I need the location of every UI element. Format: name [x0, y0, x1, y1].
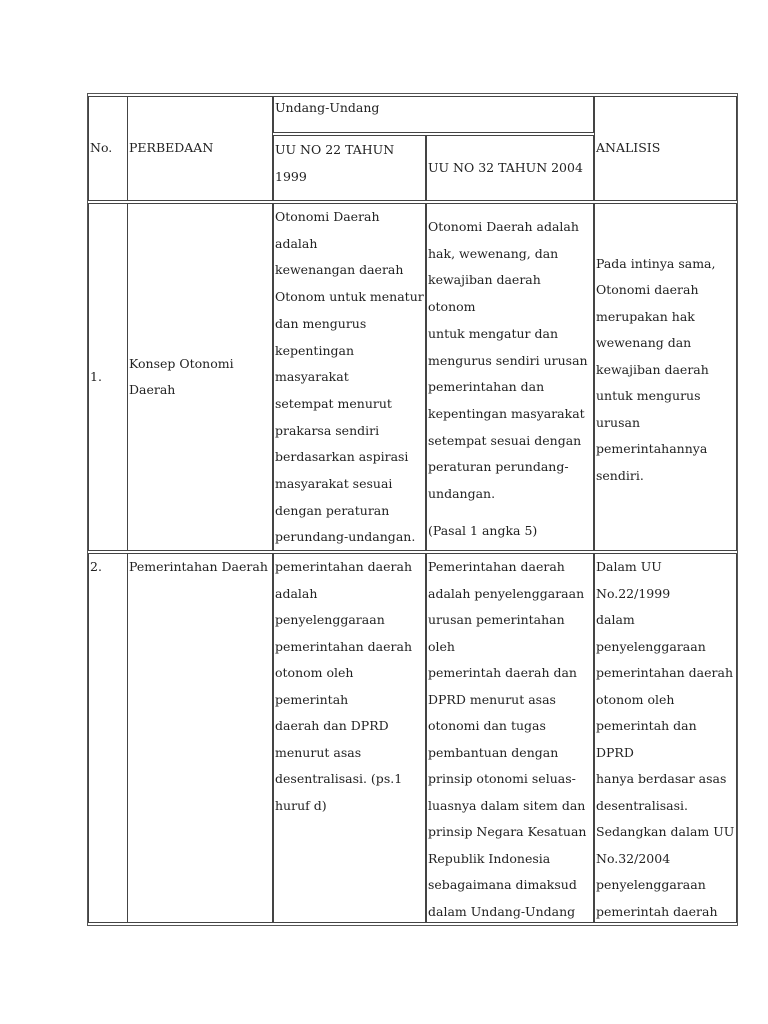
- row1-analisis: [594, 203, 737, 551]
- header-analisis-text: ANALISIS: [596, 140, 661, 156]
- header-uu32-text: UU NO 32 TAHUN 2004: [428, 159, 583, 175]
- row1-uu22: [273, 203, 426, 551]
- row2-perbedaan: [127, 553, 273, 923]
- row2-perbedaan-text: Pemerintahan Daerah: [129, 559, 268, 574]
- row1-uu22-text: Otonomi Daerah adalah kewenangan daerah Otonom untuk menatur dan mengurus kepentingan masyarakat setempat menurut prakarsa sendiri berdasarkan aspirasi masyarakat sesuai dengan peraturan perundang-undangan.: [275, 209, 424, 545]
- header-perbedaan: [127, 96, 273, 201]
- header-no-text: No.: [90, 140, 113, 156]
- row1-uu32-ref: (Pasal 1 angka 5): [428, 522, 538, 538]
- row2-uu22: pemerintahan daerah adalah penyelenggaraan pemerintahan daerah otonom oleh pemerintah daerah dan DPRD menurut asas desentralisasi. (ps.1 huruf d): [273, 553, 426, 923]
- row2-no: [88, 553, 128, 923]
- header-no: [88, 96, 128, 201]
- row2-uu32: Pemerintahan daerah adalah penyelenggaraan urusan pemerintahan oleh pemerintah daerah dan DPRD menurut asas otonomi dan tugas pembantuan dengan prinsip otonomi seluas- luasnya dalam sitem dan prinsip Negara Kesatuan Republik Indonesia sebagaimana dimaksud dalam Undang-Undang: [426, 553, 594, 923]
- row1-perbedaan-text: Konsep Otonomi Daerah: [129, 355, 234, 397]
- header-uu32: [426, 135, 594, 201]
- row1-uu32: [426, 203, 594, 551]
- row1-analisis-text: Pada intinya sama, Otonomi daerah merupakan hak wewenang dan kewajiban daerah untuk mengurus urusan pemerintahannya sendiri.: [596, 255, 716, 483]
- row2-no-text: 2.: [90, 559, 102, 574]
- header-undang-undang: [273, 96, 594, 133]
- header-analisis: [594, 96, 737, 201]
- row1-no: [88, 203, 128, 551]
- row1-uu32-text: Otonomi Daerah adalah hak, wewenang, dan kewajiban daerah otonom untuk mengatur dan mengurus sendiri urusan pemerintahan dan kepentingan masyarakat setempat sesuai dengan peraturan perundang- undangan.: [428, 219, 588, 502]
- row1-no-text: 1.: [90, 368, 102, 384]
- header-uu22: UU NO 22 TAHUN 1999: [273, 135, 426, 201]
- row2-analisis: Dalam UU No.22/1999 dalam penyelenggaraan pemerintahan daerah otonom oleh pemerintah dan DPRD hanya berdasar asas desentralisasi. Sedangkan dalam UU No.32/2004 penyelenggaraan pemerintah daerah: [594, 553, 737, 923]
- row1-perbedaan: [127, 203, 273, 551]
- header-undang-undang-text: Undang-Undang: [275, 100, 380, 115]
- header-perbedaan-text: PERBEDAAN: [129, 140, 214, 156]
